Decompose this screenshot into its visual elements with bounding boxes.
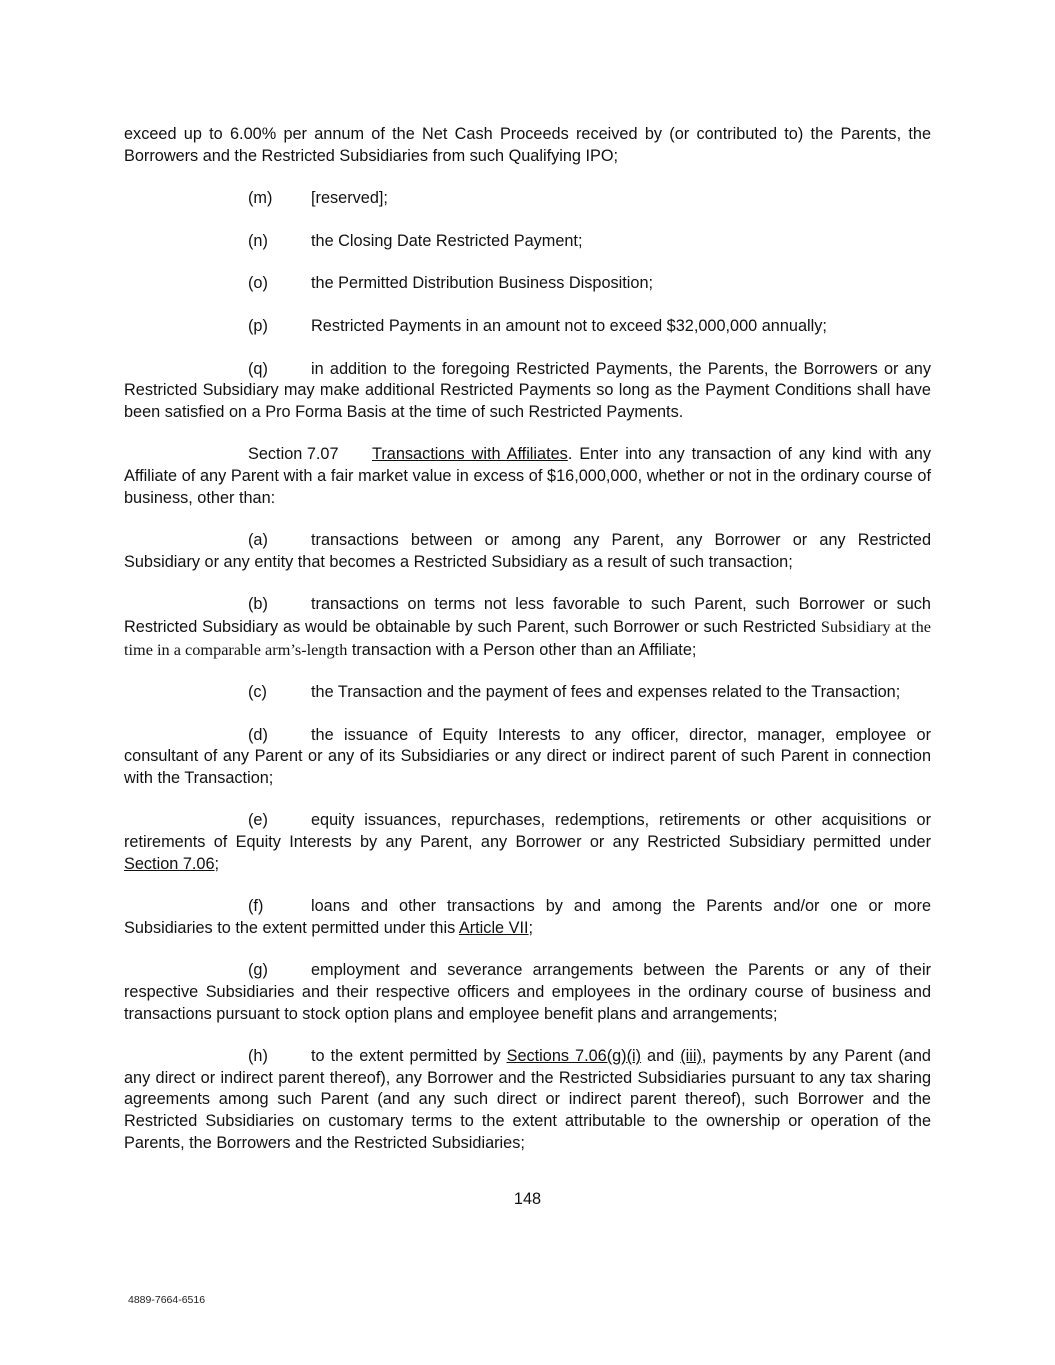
clause-c: [124, 682, 931, 704]
clause-g: [124, 960, 931, 1025]
clause-d: [124, 725, 931, 790]
clause-label: (n): [248, 231, 268, 250]
clause-label: (c): [248, 683, 267, 702]
clause-text: the Closing Date Restricted Payment;: [311, 231, 583, 250]
clause-f: [124, 896, 931, 939]
section-label: Section 7.07: [248, 445, 339, 464]
cross-reference-link[interactable]: (iii): [680, 1047, 702, 1066]
clause-label: (h): [248, 1047, 268, 1066]
section-7-07: [124, 444, 931, 509]
cross-reference-link[interactable]: Article VII: [458, 918, 529, 937]
clause-o: [124, 273, 931, 295]
clause-text: to the extent permitted by: [311, 1047, 507, 1066]
section-heading: Transactions with Affiliates: [372, 445, 568, 464]
clause-tail: ;: [528, 918, 534, 937]
clause-text-end: transaction with a Person other than an Affiliate;: [347, 640, 697, 659]
document-id: 4889-7664-6516: [128, 1294, 206, 1306]
page-number: 148: [513, 1190, 542, 1208]
clause-m: [124, 188, 931, 210]
clause-label: (a): [248, 531, 268, 550]
clause-text: transactions between or among any Parent, any Borrower or any Restricted Subsidiary or any entity that becomes a Restricted Subsidiary as a result of such transaction;: [124, 531, 931, 571]
intro-paragraph: exceed up to 6.00% per annum of the Net Cash Proceeds received by (or contributed to) the Parents, the Borrowers and the Restricted Subsidiaries from such Qualifying IPO;: [124, 125, 931, 165]
clause-text: the Permitted Distribution Business Disposition;: [311, 274, 654, 293]
cross-reference-link[interactable]: Sections 7.06(g)(i): [506, 1047, 642, 1066]
clause-a: [124, 530, 931, 573]
clause-text: loans and other transactions by and among the Parents and/or one or more Subsidiaries to the extent permitted under this: [124, 897, 931, 937]
clause-n: [124, 231, 931, 253]
clause-h: [124, 1046, 931, 1154]
clause-text-mid: and: [641, 1047, 681, 1066]
cross-reference-link[interactable]: Section 7.06: [124, 854, 215, 873]
clause-label: (d): [248, 725, 268, 744]
clause-label: (f): [248, 897, 264, 916]
clause-text: the Transaction and the payment of fees and expenses related to the Transaction;: [311, 683, 901, 702]
clause-label: (e): [248, 811, 268, 830]
clause-label: (g): [248, 961, 268, 980]
clause-text: transactions on terms not less favorable to such Parent, such Borrower or such Restricted Subsidiary as would be obtainable by such Parent, such Borrower or such Restricted: [124, 595, 931, 636]
clause-text: employment and severance arrangements between the Parents or any of their respective Subsidiaries and their respective officers and employees in the ordinary course of business and transactions pursuant to stock option plans and employee benefit plans and arrangements;: [124, 961, 931, 1023]
clause-text: Restricted Payments in an amount not to exceed $32,000,000 annually;: [311, 316, 827, 335]
section-text: . Enter into any transaction of any kind with any Affiliate of any Parent with a fair market value in excess of $16,000,000, whether or not in the ordinary course of business, other than:: [124, 445, 931, 507]
clause-text: in addition to the foregoing Restricted Payments, the Parents, the Borrowers or any Restricted Subsidiary may make additional Restricted Payments so long as the Payment Conditions shall have been satisfied on a Pro Forma Basis at the time of such Restricted Payments.: [124, 359, 931, 421]
clause-b: [124, 594, 931, 661]
clause-label: (q): [248, 359, 268, 378]
clause-text: equity issuances, repurchases, redemptions, retirements or other acquisitions or retirements of Equity Interests by any Parent, any Borrower or any Restricted Subsidiary permitted under: [124, 811, 931, 852]
clause-tail: ;: [214, 854, 220, 873]
clause-text-serif: Subsidiary at the time in a comparable arm’s-length: [124, 616, 931, 659]
clause-p: [124, 316, 931, 338]
clause-e: [124, 810, 931, 875]
document-body: [124, 124, 931, 1154]
clause-label: (m): [248, 189, 273, 208]
clause-label: (p): [248, 316, 268, 335]
clause-label: (b): [248, 595, 268, 614]
clause-text: [reserved];: [311, 189, 388, 208]
clause-text: the issuance of Equity Interests to any officer, director, manager, employee or consultant of any Parent or any of its Subsidiaries or any direct or indirect parent of such Parent in connection with the Transaction;: [124, 725, 931, 787]
clause-q: [124, 359, 931, 424]
clause-label: (o): [248, 274, 268, 293]
clause-text-end: , payments by any Parent (and any direct or indirect parent thereof), any Borrower and the Restricted Subsidiaries pursuant to any tax sharing agreements among such Parent (and any such direct or indirect parent thereof), such Borrower and the Restricted Subsidiaries on customary terms to the extent attributable to the ownership or operation of the Parents, the Borrowers and the Restricted Subsidiaries;: [124, 1047, 931, 1152]
